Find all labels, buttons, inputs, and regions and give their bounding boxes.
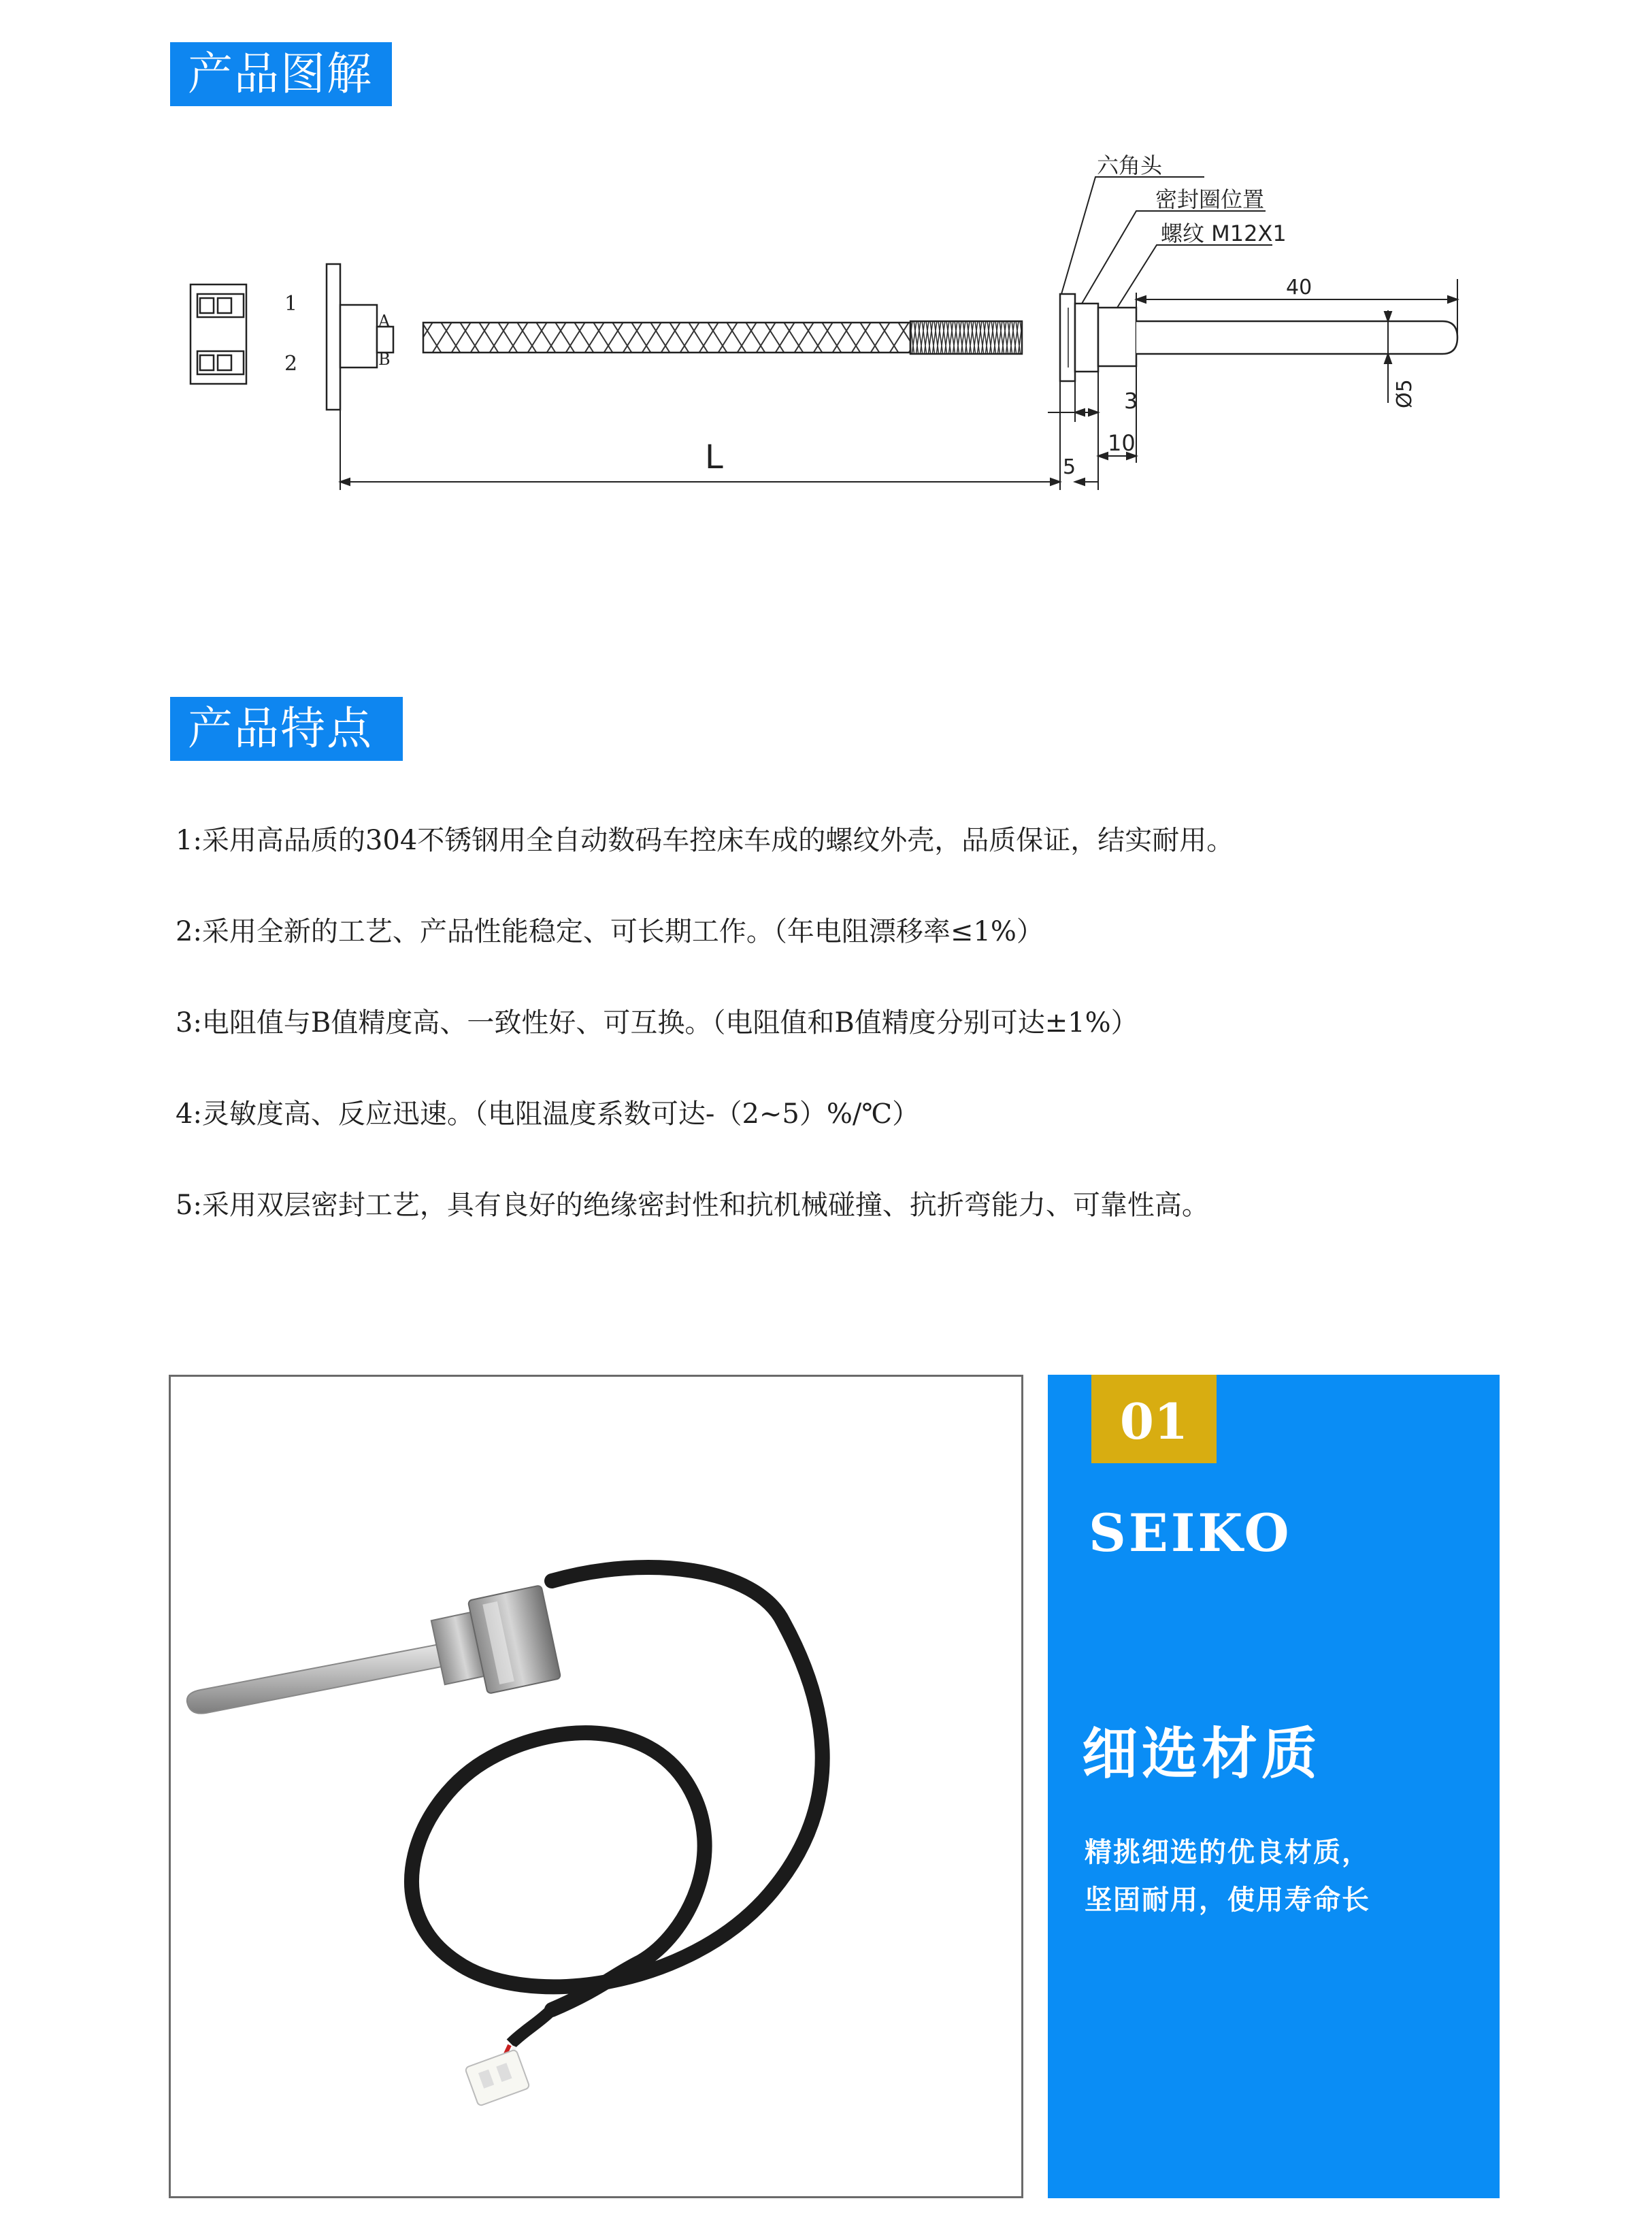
- feature-highlight-panel: [1048, 1375, 1500, 2198]
- panel-description-line: 精挑细选的优良材质，: [1085, 1837, 1370, 1868]
- cable-sleeve: [910, 321, 1022, 354]
- section-title-diagram: 产品图解: [170, 42, 392, 106]
- pin-label-2: 2: [284, 352, 298, 376]
- plug: [465, 2049, 530, 2106]
- feature-item: 3:电阻值与B值精度高、一致性好、可互换。（电阻值和B值精度分别可达±1%）: [176, 1007, 1138, 1039]
- feature-item: 2:采用全新的工艺、产品性能稳定、可长期工作。（年电阻漂移率≤1%）: [176, 916, 1044, 947]
- callout-seal-ring: 密封圈位置: [1155, 186, 1265, 212]
- panel-headline: 细选材质: [1082, 1722, 1322, 1786]
- brand-name: SEIKO: [1089, 1503, 1292, 1563]
- section-title-features: 产品特点: [170, 697, 403, 761]
- dim-diameter: Ø5: [1393, 379, 1417, 408]
- hex-nut: [468, 1585, 561, 1694]
- probe: [187, 1644, 448, 1714]
- product-photo: [169, 1375, 1023, 2198]
- feature-list: [176, 822, 1536, 1278]
- hex-head: [1060, 294, 1075, 381]
- dim-hex-width: 3: [1124, 388, 1138, 414]
- technical-drawing: [170, 136, 1463, 517]
- dim-probe-length: 40: [1286, 276, 1312, 299]
- probe-tube: [1136, 321, 1457, 354]
- feature-item: 5:采用双层密封工艺，具有良好的绝缘密封性和抗机械碰撞、抗折弯能力、可靠性高。: [176, 1190, 1209, 1221]
- callout-thread: 螺纹 M12X1: [1161, 221, 1287, 246]
- dim-thread-length: 10: [1108, 430, 1136, 456]
- feature-item: 1:采用高品质的304不锈钢用全自动数码车控床车成的螺纹外壳，品质保证，结实耐用。: [176, 825, 1234, 856]
- dim-cable-length: L: [705, 438, 723, 476]
- wire-label-a: A: [378, 312, 391, 331]
- connector-flange: [327, 264, 340, 410]
- braided-cable: [423, 323, 910, 353]
- thread-section: [1098, 308, 1136, 366]
- dim-flange: 5: [1063, 455, 1076, 479]
- number-badge: 01: [1091, 1375, 1217, 1463]
- feature-item: 4:灵敏度高、反应迅速。（电阻温度系数可达-（2~5）%/℃）: [176, 1098, 920, 1130]
- callout-hex-head: 六角头: [1097, 152, 1163, 178]
- panel-description-line: 坚固耐用，使用寿命长: [1085, 1884, 1370, 1916]
- wire-label-b: B: [378, 350, 391, 369]
- pin-label-1: 1: [284, 292, 298, 316]
